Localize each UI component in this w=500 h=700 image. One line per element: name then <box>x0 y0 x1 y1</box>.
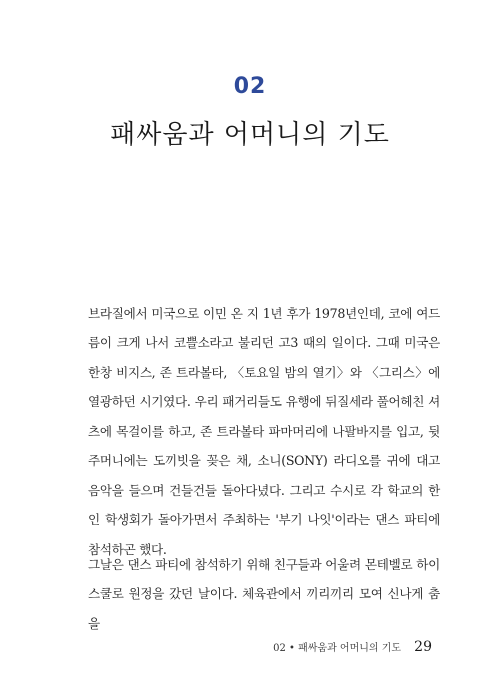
body-paragraph-1: 브라질에서 미국으로 이민 온 지 1년 후가 1978년인데, 코에 여드름이 크게 나서 코쁠소라고 불리던 고3 때의 일이다. 그때 미국은 한창 비지스, 존 트라볼타, 〈토요일 밤의 열기〉와 〈그리스〉에 열광하던 시기였다. 우리 패거리들도 유행에 뒤질세라 풀어헤친 셔츠에 목걸이를 하고, 존 트라볼타 파마머리에 나팔바지를 입고, 뒷 주머니에는 도끼빗을 꽂은 채, 소니(SONY) 라디오를 귀에 대고 음악을 들으며 건들건들 돌아다녔다. 그리고 수시로 각 학교의 한인 학생회가 돌아가면서 주최하는 '부기 나잇'이라는 댄스 파티에 참석하곤 했다. <box>88 305 440 557</box>
page-number: 29 <box>414 638 432 655</box>
page-footer <box>273 636 432 655</box>
chapter-title: 패싸움과 어머니의 기도 <box>110 120 390 150</box>
running-footer-label: 02 • 패싸움과 어머니의 기도 <box>273 643 402 654</box>
chapter-number: 02 <box>233 74 267 99</box>
body-paragraph-2: 그날은 댄스 파티에 참석하기 위해 친구들과 어울려 몬테벨로 하이스쿨로 원정을 갔던 날이다. 체육관에서 끼리끼리 모여 신나게 춤을 <box>88 556 440 631</box>
